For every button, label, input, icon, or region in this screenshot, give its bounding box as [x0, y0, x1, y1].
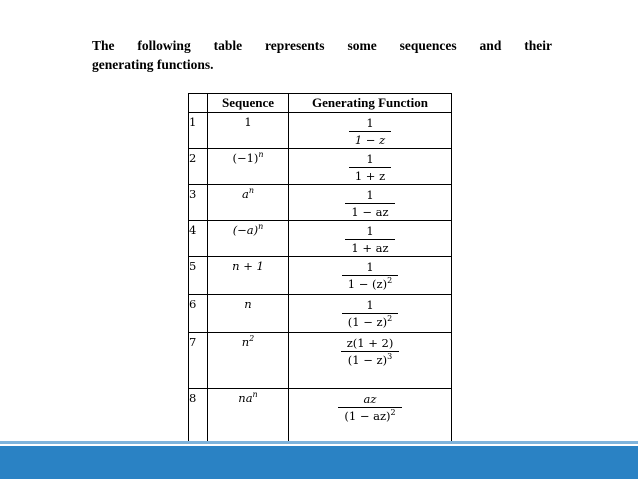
- denominator-exponent: 2: [390, 408, 396, 418]
- denominator-exponent: 3: [387, 352, 393, 362]
- fraction: [341, 335, 400, 368]
- fraction-denominator: 1 + z: [354, 169, 386, 183]
- intro-paragraph: [92, 36, 552, 74]
- fraction: [338, 391, 401, 424]
- fraction: [345, 187, 394, 220]
- intro-line-1: The following table represents some sequences and their: [92, 38, 552, 53]
- fraction-numerator: 1: [366, 188, 374, 202]
- fraction-denominator: [338, 408, 401, 424]
- sequence-cell: [208, 257, 289, 295]
- sequence-text: n: [244, 297, 252, 311]
- denominator-text: (1 − z): [347, 353, 388, 367]
- generating-function-cell: [289, 333, 452, 389]
- fraction-denominator: [342, 314, 398, 330]
- generating-function-cell: [289, 295, 452, 333]
- sequence-exponent: 2: [249, 334, 255, 344]
- fraction: [342, 259, 398, 292]
- sequence-exponent: n: [258, 222, 264, 232]
- fraction-numerator: 1: [366, 224, 374, 238]
- header-num: [189, 94, 208, 113]
- sequence-text: n + 1: [232, 259, 264, 273]
- fraction-numerator: az: [363, 392, 377, 406]
- generating-function-cell: [289, 389, 452, 443]
- sequence-text: (−1): [232, 151, 259, 165]
- fraction-numerator: 1: [366, 152, 374, 166]
- row-number: 5: [189, 257, 208, 295]
- table-header-row: [189, 94, 452, 113]
- denominator-exponent: 2: [387, 276, 393, 286]
- generating-function-cell: [289, 257, 452, 295]
- sequence-cell: [208, 333, 289, 389]
- table-row: [189, 221, 452, 257]
- sequence-cell: [208, 389, 289, 443]
- sequence-cell: [208, 113, 289, 149]
- footer-bar: [0, 446, 638, 479]
- fraction-numerator: z(1 + 2): [346, 336, 394, 350]
- fraction-denominator: 1 − z: [354, 133, 386, 147]
- generating-functions-table: [188, 93, 452, 443]
- row-number: 3: [189, 185, 208, 221]
- fraction: [342, 297, 398, 330]
- sequence-cell: [208, 149, 289, 185]
- fraction-numerator: 1: [366, 116, 374, 130]
- sequence-text: n: [241, 335, 250, 349]
- table-row: [189, 295, 452, 333]
- row-number: 6: [189, 295, 208, 333]
- denominator-exponent: 2: [387, 314, 393, 324]
- generating-function-cell: [289, 185, 452, 221]
- fraction-denominator: 1 + az: [351, 241, 389, 255]
- row-number: 8: [189, 389, 208, 443]
- table-row: [189, 257, 452, 295]
- row-number: 1: [189, 113, 208, 149]
- header-sequence: Sequence: [208, 94, 289, 113]
- denominator-text: (1 − az): [344, 409, 391, 423]
- fraction-denominator: 1 − az: [351, 205, 389, 219]
- intro-line-2: generating functions.: [92, 57, 214, 72]
- fraction-denominator: [342, 276, 398, 292]
- denominator-text: 1 − (z): [347, 277, 388, 291]
- sequence-text: 1: [244, 115, 252, 129]
- generating-function-cell: [289, 113, 452, 149]
- generating-function-cell: [289, 221, 452, 257]
- row-number: 7: [189, 333, 208, 389]
- header-generating-function: Generating Function: [289, 94, 452, 113]
- sequence-exponent: n: [248, 186, 254, 196]
- generating-function-cell: [289, 149, 452, 185]
- sequence-cell: [208, 221, 289, 257]
- fraction-denominator: [341, 352, 400, 368]
- fraction: [349, 151, 391, 184]
- table-row: [189, 333, 452, 389]
- row-number: 2: [189, 149, 208, 185]
- sequence-text: na: [238, 391, 253, 405]
- denominator-text: (1 − z): [347, 315, 388, 329]
- row-number: 4: [189, 221, 208, 257]
- fraction-numerator: 1: [366, 298, 374, 312]
- sequence-cell: [208, 295, 289, 333]
- table-row: [189, 185, 452, 221]
- fraction-numerator: 1: [366, 260, 374, 274]
- sequence-exponent: n: [252, 390, 258, 400]
- fraction: [345, 223, 394, 256]
- footer-accent-line: [0, 441, 638, 444]
- table-row: [189, 389, 452, 443]
- table-row: [189, 113, 452, 149]
- table-row: [189, 149, 452, 185]
- sequence-text: a: [241, 187, 249, 201]
- sequence-text: (−a): [232, 223, 259, 237]
- sequence-cell: [208, 185, 289, 221]
- sequence-exponent: n: [258, 150, 264, 160]
- fraction: [349, 115, 391, 148]
